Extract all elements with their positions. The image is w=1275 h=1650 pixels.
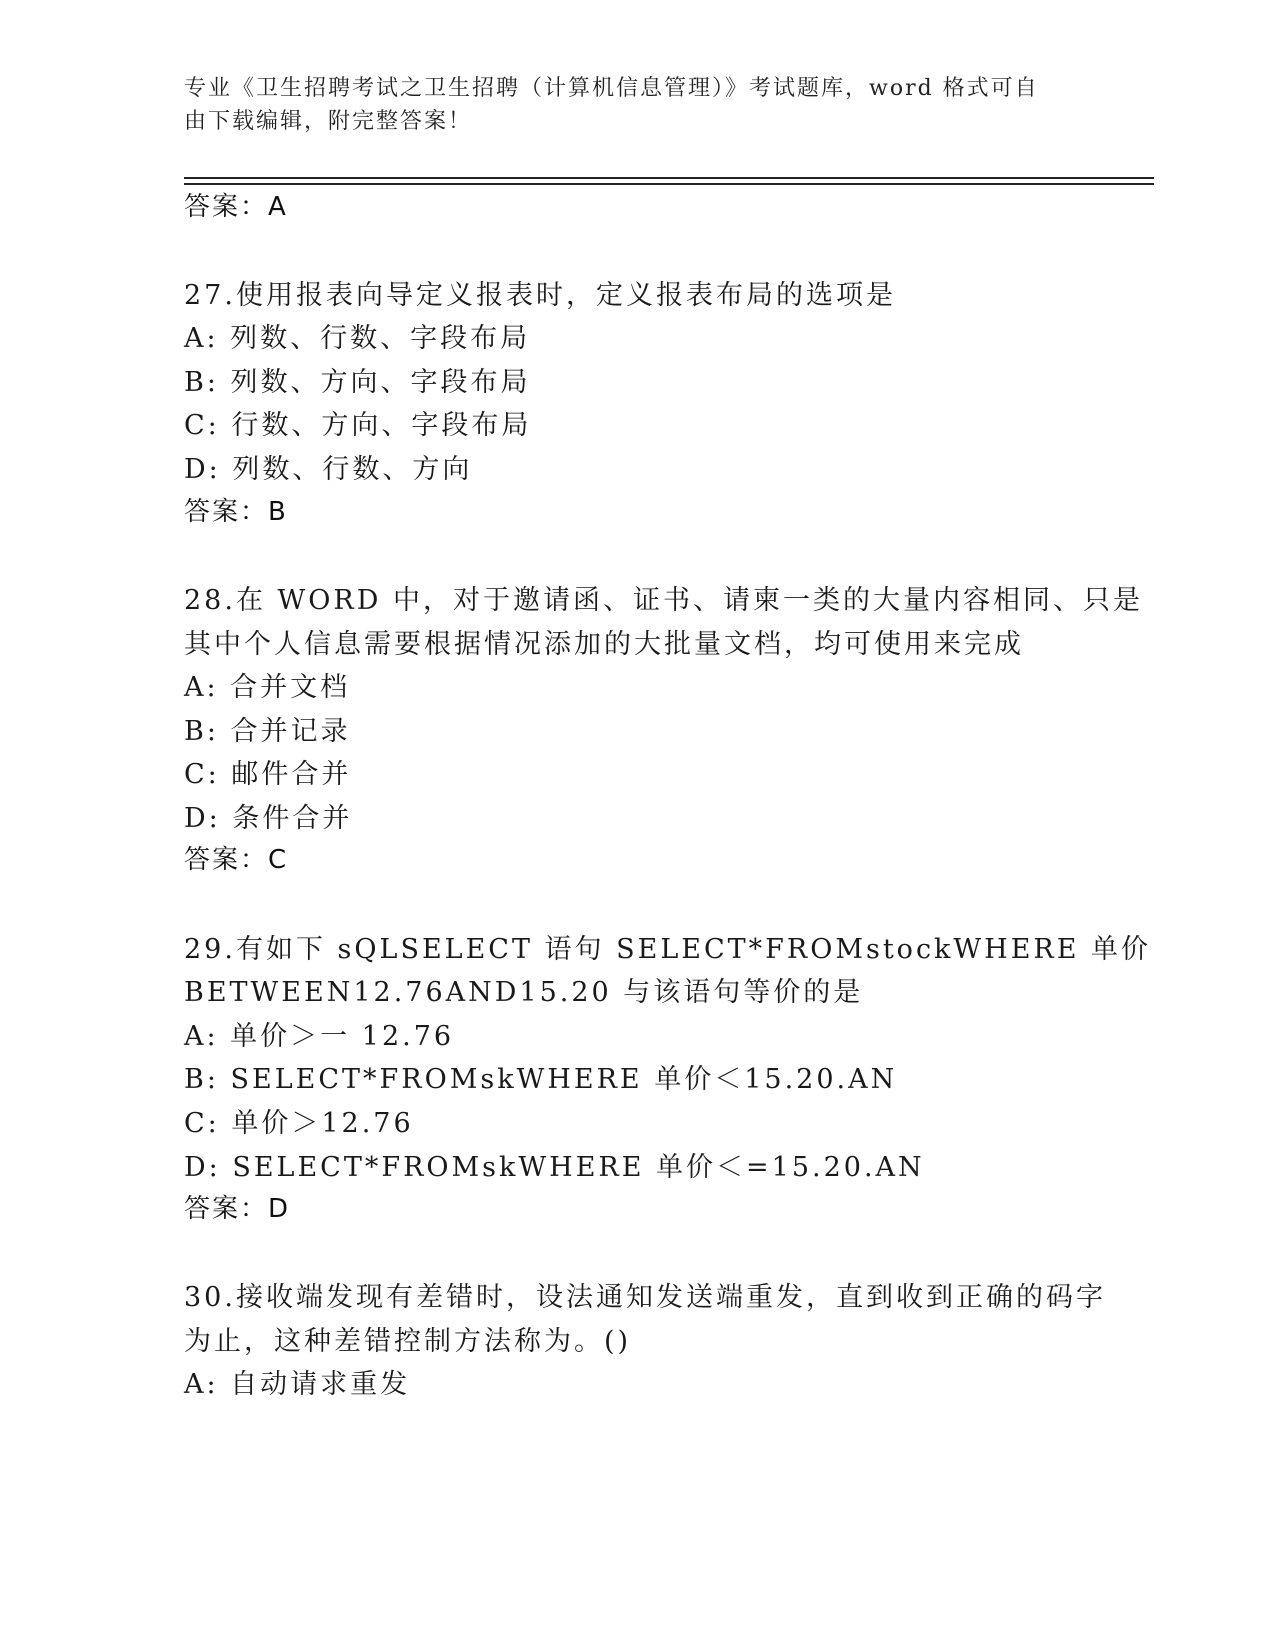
header-rule-top	[184, 177, 1154, 179]
header-line-1: 专业《卫生招聘考试之卫生招聘（计算机信息管理）》考试题库，word 格式可自	[184, 76, 1039, 101]
question-29-option-b: B: SELECT*FROMskWHERE 单价＜15.20.AN	[184, 1064, 898, 1095]
question-28-answer: 答案：C	[184, 845, 289, 875]
question-29-option-d: D: SELECT*FROMskWHERE 单价＜=15.20.AN	[184, 1152, 925, 1183]
question-27-option-c: C: 行数、方向、字段布局	[184, 410, 532, 441]
question-28-stem-line-1: 28.在 WORD 中，对于邀请函、证书、请柬一类的大量内容相同、只是	[184, 585, 1143, 616]
question-28-option-b: B: 合并记录	[184, 716, 351, 747]
question-30-option-a: A: 自动请求重发	[184, 1369, 411, 1400]
question-27-answer: 答案：B	[184, 497, 288, 527]
question-29-stem-line-1: 29.有如下 sQLSELECT 语句 SELECT*FROMstockWHERE 单价	[184, 934, 1152, 965]
question-30-stem-line-2: 为止，这种差错控制方法称为。()	[184, 1326, 632, 1357]
question-28-stem-line-2: 其中个人信息需要根据情况添加的大批量文档，均可使用来完成	[184, 629, 1024, 660]
question-29-option-a: A: 单价＞一 12.76	[184, 1021, 455, 1052]
answer-prev: 答案：A	[184, 192, 288, 222]
question-27-stem: 27.使用报表向导定义报表时，定义报表布局的选项是	[184, 280, 896, 311]
question-27-option-a: A: 列数、行数、字段布局	[184, 323, 531, 354]
question-27-option-b: B: 列数、方向、字段布局	[184, 367, 531, 398]
question-28-option-a: A: 合并文档	[184, 672, 351, 703]
question-28-option-c: C: 邮件合并	[184, 759, 352, 790]
question-28-option-d: D: 条件合并	[184, 803, 353, 834]
question-29-option-c: C: 单价＞12.76	[184, 1108, 414, 1139]
question-27-option-d: D: 列数、行数、方向	[184, 454, 473, 485]
document-header	[184, 72, 1084, 138]
header-rule-bottom	[184, 183, 1154, 185]
question-29-answer: 答案：D	[184, 1194, 291, 1224]
header-line-2: 由下载编辑，附完整答案！	[184, 109, 473, 134]
question-29-stem-line-2: BETWEEN12.76AND15.20 与该语句等价的是	[184, 977, 864, 1008]
question-30-stem-line-1: 30.接收端发现有差错时，设法通知发送端重发，直到收到正确的码字	[184, 1282, 1106, 1313]
